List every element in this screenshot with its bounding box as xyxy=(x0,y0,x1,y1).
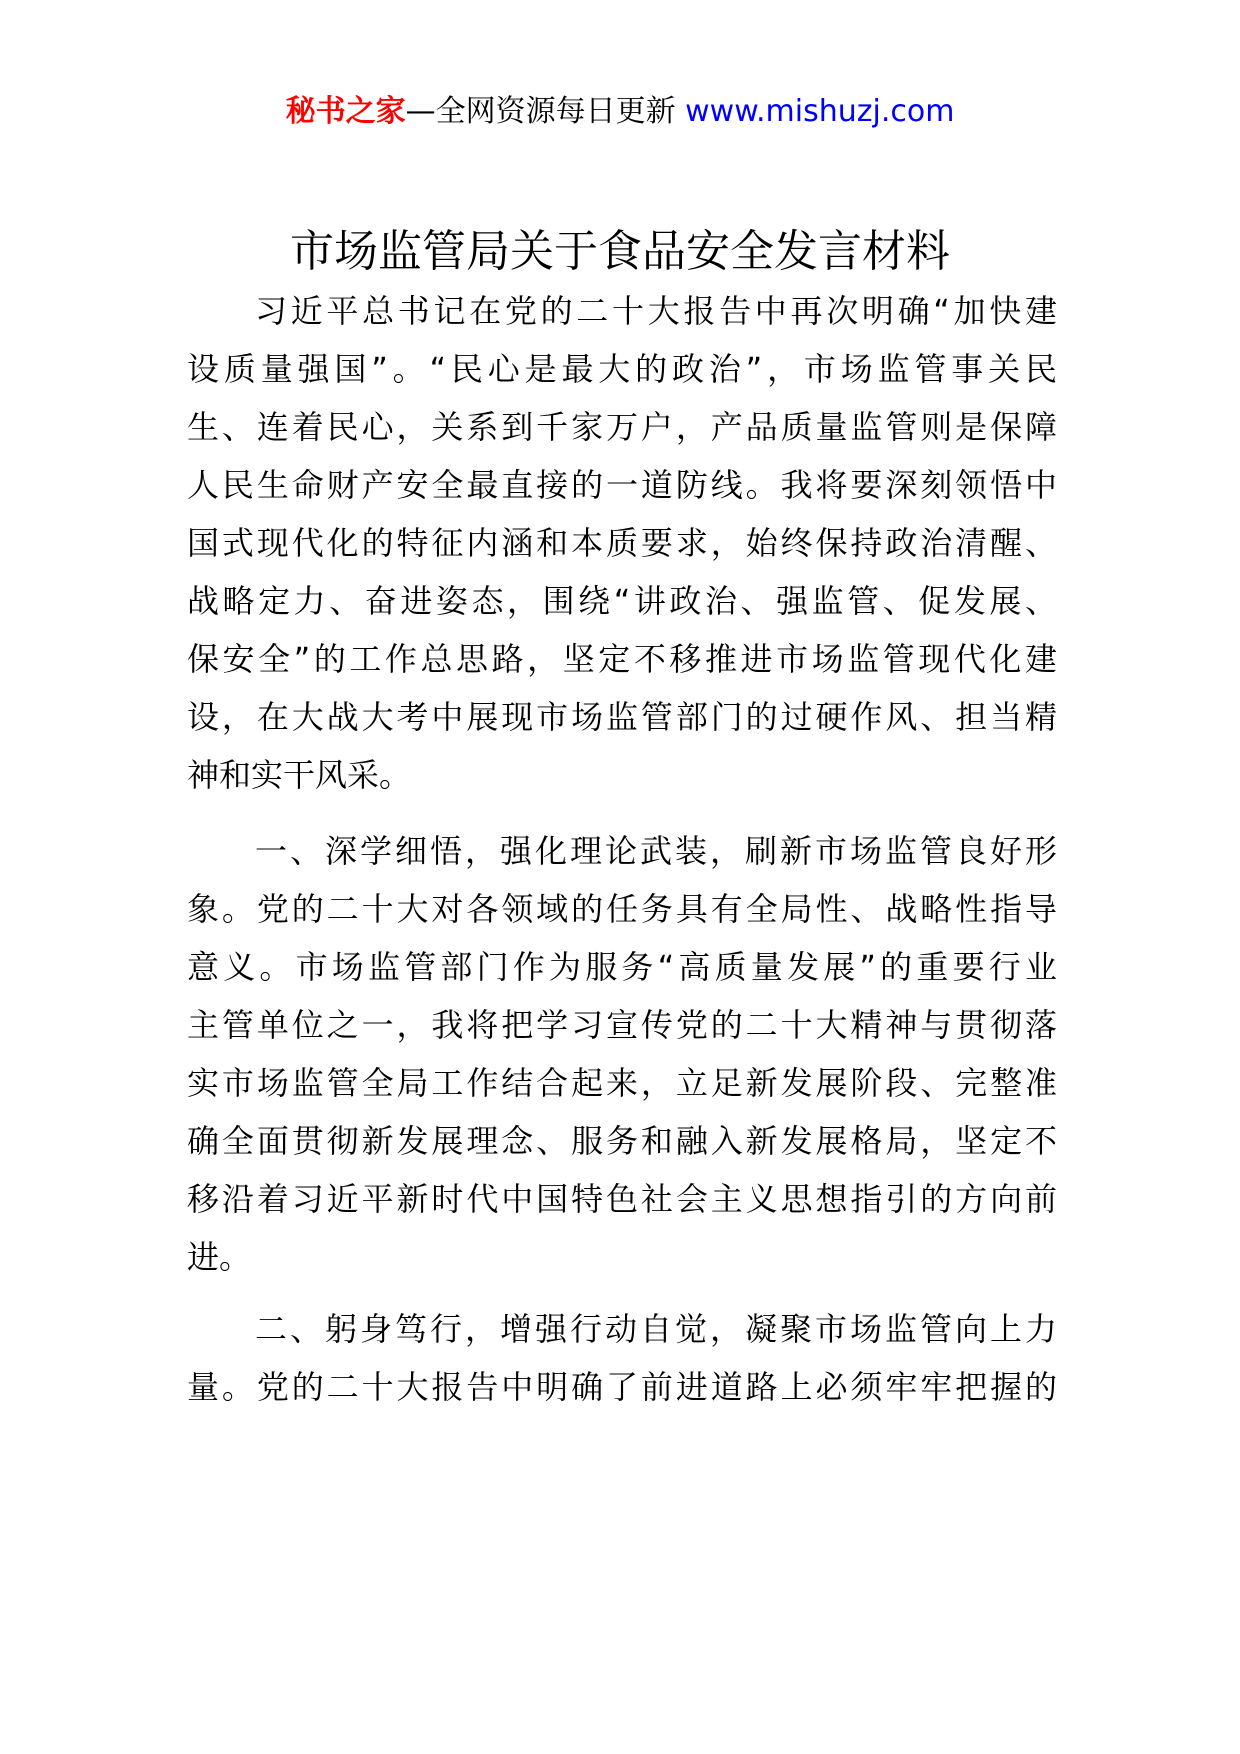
paragraph-line: 二、躬身笃行，增强行动自觉，凝聚市场监管向上力 xyxy=(255,1310,1057,1348)
paragraph-line: 人民生命财产安全最直接的一道防线。我将要深刻领悟中 xyxy=(187,466,1057,504)
paragraph-line: 移沿着习近平新时代中国特色社会主义思想指引的方向前 xyxy=(187,1180,1057,1218)
paragraph-line: 习近平总书记在党的二十大报告中再次明确“加快建 xyxy=(255,292,1057,330)
site-brand: 秘书之家 xyxy=(285,94,406,129)
site-header xyxy=(0,92,1240,132)
paragraph-line: 生、连着民心，关系到千家万户，产品质量监管则是保障 xyxy=(187,408,1057,446)
paragraph-line: 进。 xyxy=(187,1238,252,1276)
paragraph-line: 一、深学细悟，强化理论武装，刷新市场监管良好形 xyxy=(255,832,1057,870)
paragraph-line: 象。党的二十大对各领域的任务具有全局性、战略性指导 xyxy=(187,890,1057,928)
document-title: 市场监管局关于食品安全发言材料 xyxy=(290,226,950,277)
paragraph-line: 实市场监管全局工作结合起来，立足新发展阶段、完整准 xyxy=(187,1064,1057,1102)
paragraph-line: 主管单位之一，我将把学习宣传党的二十大精神与贯彻落 xyxy=(187,1006,1057,1044)
paragraph-line: 神和实干风采。 xyxy=(187,756,412,794)
paragraph-line: 意义。市场监管部门作为服务“高质量发展”的重要行业 xyxy=(187,948,1057,986)
paragraph-line: 设质量强国”。“民心是最大的政治”，市场监管事关民 xyxy=(187,350,1057,388)
paragraph-line: 量。党的二十大报告中明确了前进道路上必须牢牢把握的 xyxy=(187,1368,1057,1406)
paragraph-line: 国式现代化的特征内涵和本质要求，始终保持政治清醒、 xyxy=(187,524,1057,562)
paragraph-line: 确全面贯彻新发展理念、服务和融入新发展格局，坚定不 xyxy=(187,1122,1057,1160)
paragraph-line: 设，在大战大考中展现市场监管部门的过硬作风、担当精 xyxy=(187,698,1057,736)
paragraph-line: 保安全”的工作总思路，坚定不移推进市场监管现代化建 xyxy=(187,640,1057,678)
site-url-link[interactable]: www.mishuzj.com xyxy=(685,94,955,129)
paragraph-line: 战略定力、奋进姿态，围绕“讲政治、强监管、促发展、 xyxy=(187,582,1057,620)
site-slogan: —全网资源每日更新 xyxy=(405,94,676,129)
